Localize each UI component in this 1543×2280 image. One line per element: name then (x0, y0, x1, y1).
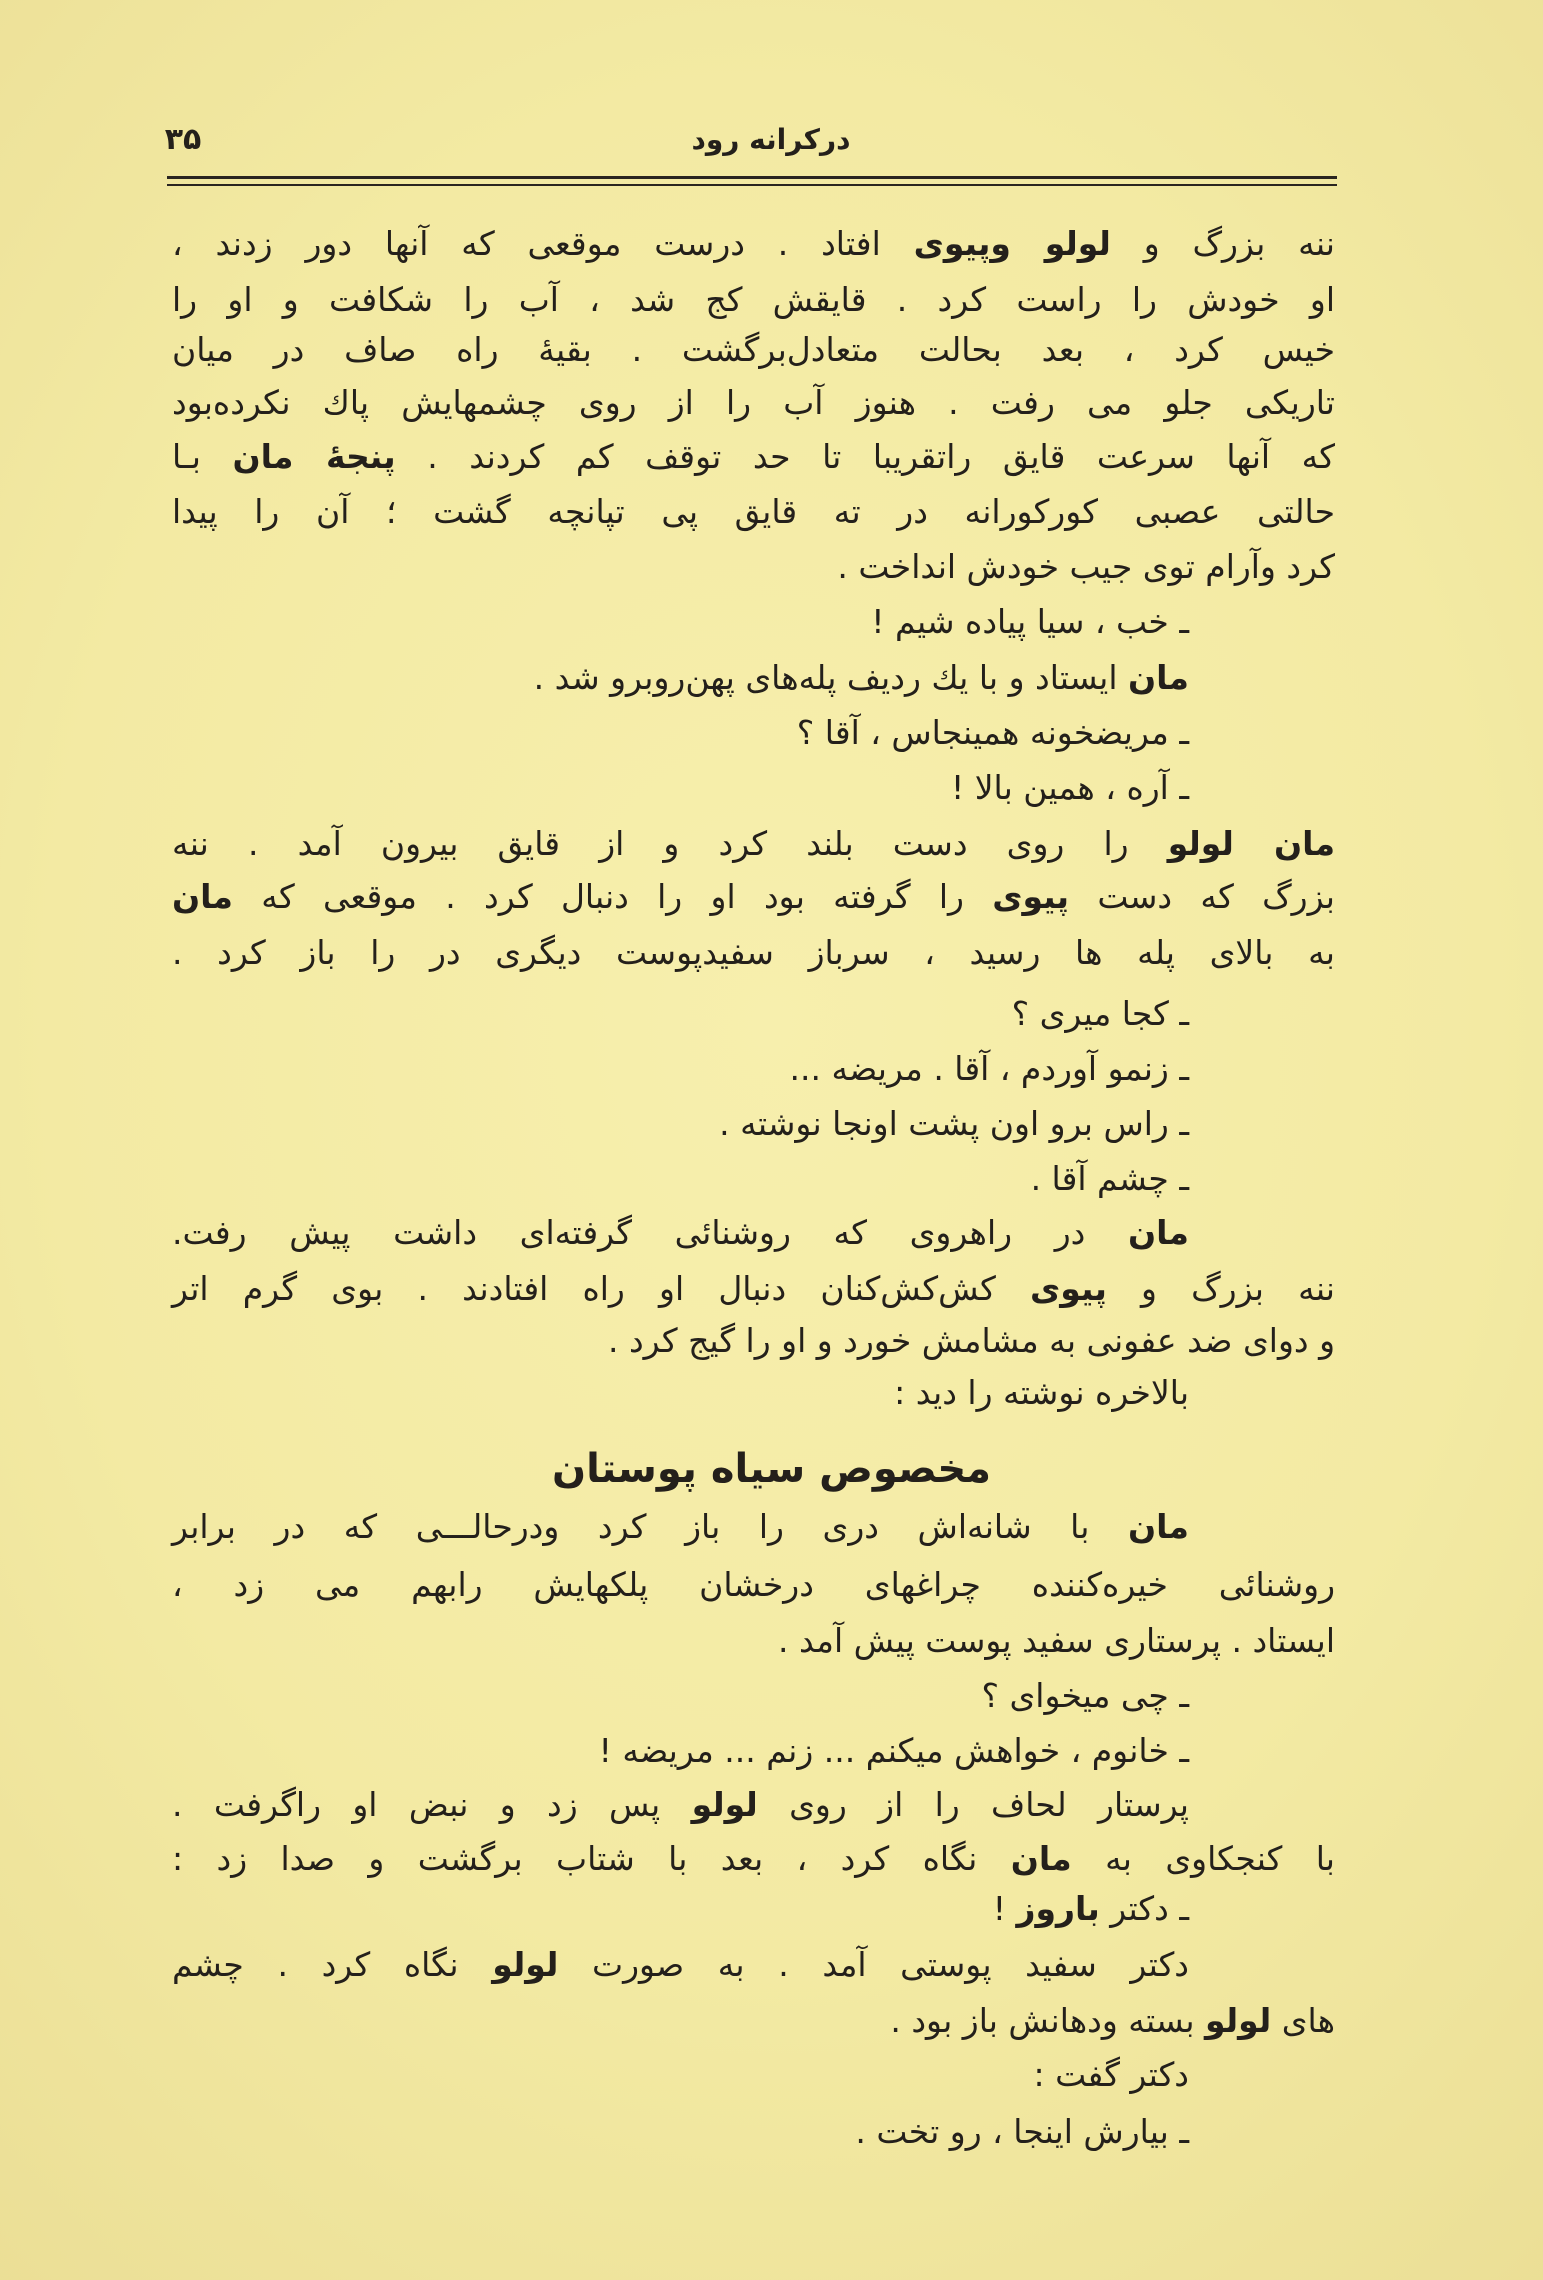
dialogue-line (172, 986, 1335, 1042)
text-run: ـ خانوم ، خواهش میکنم ... زنم ... مریضه ! (598, 1731, 1189, 1770)
text-run: های (1271, 2001, 1335, 2040)
text-run: پرستار لحاف را از روی (757, 1785, 1189, 1824)
text-run: به بالای پله ها رسید ، سرباز سفیدپوست دیگری در را باز کرد . (172, 933, 1335, 972)
text-run: ! (992, 1889, 1017, 1928)
paragraph-line (172, 1831, 1335, 1887)
text-run: ـ چی میخوای ؟ (981, 1676, 1189, 1715)
bold-name-run: لولو وپیوی (913, 224, 1111, 263)
text-run: در راهروی که روشنائی گرفته‌ای داشت پیش رفت. (172, 1213, 1128, 1252)
bold-name-run: مان (172, 877, 233, 916)
paragraph-line (172, 1937, 1335, 1993)
text-run: بـا (172, 437, 233, 476)
text-run: را گرفته بود او را دنبال کرد . موقعی که (233, 877, 993, 916)
text-run: دکتر سفید پوستی آمد . به صورت (558, 1945, 1189, 1984)
text-run: ـ خب ، سیا پیاده شیم ! (871, 602, 1189, 641)
paragraph-line (172, 650, 1335, 706)
text-run: نگاه کرد . چشم (172, 1945, 493, 1984)
text-run: ایستاد . پرستاری سفید پوست پیش آمد . (777, 1621, 1335, 1660)
paragraph-line (172, 1613, 1335, 1669)
text-run: کرد وآرام توی جیب خودش انداخت . (837, 547, 1335, 586)
text-run: که آنها سرعت قایق را‌تقریبا تا حد توقف کم کردند . (395, 437, 1336, 476)
text-run: بسته ودهانش باز بود . (890, 2001, 1206, 2040)
dialogue-line (172, 1668, 1335, 1724)
paragraph-line (172, 925, 1335, 981)
text-run: کش‌کش‌کنان دنبال او راه افتادند . بوی گرم اتر (172, 1269, 1031, 1308)
text-run: ننه بزرگ و (1106, 1269, 1335, 1308)
text-run: خیس کرد ، بعد بحالت متعادل‌برگشت . بقیهٔ راه صاف در میان (172, 330, 1335, 369)
text-run: ـ آره ، همین بالا ! (950, 768, 1189, 807)
text-run: ـ مریضخونه همینجاس ، آقا ؟ (796, 713, 1189, 752)
bold-name-run: لولو (691, 1785, 758, 1824)
section-heading: مخصوص سیاه پوستان (552, 1446, 991, 1492)
paragraph-line (172, 484, 1335, 540)
paragraph-line (172, 1499, 1335, 1555)
paragraph-line (172, 272, 1335, 328)
paragraph-line (172, 816, 1335, 872)
paragraph-line (172, 1777, 1335, 1833)
bold-name-run: لولو (1205, 2001, 1272, 2040)
dialogue-line (172, 2104, 1335, 2160)
paragraph-line (172, 1993, 1335, 2049)
paragraph-line (172, 1557, 1335, 1613)
text-run: او خودش را راست کرد . قایقش کج شد ، آب را شکافت و او را (172, 280, 1335, 319)
dialogue-line (172, 1881, 1335, 1937)
header-rule-top (167, 176, 1337, 179)
text-run: را روی دست بلند کرد و از قایق بیرون آمد . ننه (172, 824, 1168, 863)
text-run: دکتر گفت : (1033, 2055, 1189, 2094)
dialogue-line (172, 1151, 1335, 1207)
paragraph-line (172, 375, 1335, 431)
text-run: ـ دکتر (1099, 1889, 1189, 1928)
bold-name-run: مان (1128, 1213, 1189, 1252)
header-rule-bottom (167, 184, 1337, 186)
text-run: افتاد . درست موقعی که آنها دور زدند ، (172, 224, 914, 263)
text-run: روشنائی خیره‌کننده چراغهای درخشان پلکهایش را‌بهم می زد ، (172, 1565, 1335, 1604)
text-run: ننه بزرگ و (1110, 224, 1335, 263)
text-run: با کنجکاوی به (1071, 1839, 1335, 1878)
dialogue-line (172, 594, 1335, 650)
paragraph-line (172, 1205, 1335, 1261)
text-run: ـ چشم آقا . (1030, 1159, 1189, 1198)
bold-name-run: پیوی (1030, 1269, 1107, 1308)
bold-name-run: لولو (492, 1945, 559, 1984)
running-title: درکرانه رود (691, 123, 851, 156)
bold-name-run: مان (1010, 1839, 1072, 1878)
text-run: با شانه‌اش دری را باز کرد ودرحالـــی که در برابر (172, 1507, 1128, 1546)
bold-name-run: باروز (1016, 1889, 1100, 1928)
dialogue-line (172, 1096, 1335, 1152)
text-run: ایستاد و با یك ردیف پله‌های پهن‌روبرو شد . (533, 658, 1128, 697)
text-run: ـ کجا میری ؟ (1011, 994, 1189, 1033)
text-run: نگاه کرد ، بعد با شتاب برگشت و صدا زد : (172, 1839, 1011, 1878)
text-run: تاریکی جلو می رفت . هنوز آب را از روی چشمهایش پاك نکرده‌بود (172, 383, 1335, 422)
text-run: ـ راس برو اون پشت اونجا نوشته . (719, 1104, 1189, 1143)
paragraph-line (172, 2047, 1335, 2103)
paragraph-line (172, 1365, 1335, 1421)
dialogue-line (172, 1723, 1335, 1779)
page-number: ۳۵ (164, 122, 202, 157)
paragraph-line (172, 1261, 1335, 1317)
dialogue-line (172, 1041, 1335, 1097)
bold-name-run: مان (1128, 1507, 1189, 1546)
bold-name-run: پیوی (992, 877, 1070, 916)
text-run: بزرگ که دست (1069, 877, 1335, 916)
bold-name-run: مان (1128, 658, 1189, 697)
text-run: ـ زنمو آوردم ، آقا . مریضه ... (789, 1049, 1189, 1088)
text-run: پس زد و نبض او راگرفت . (172, 1785, 692, 1824)
paragraph-line (172, 429, 1335, 485)
text-run: بالاخره نوشته را دید : (894, 1373, 1189, 1412)
text-run: ـ بیارش اینجا ، رو تخت . (855, 2112, 1189, 2151)
paragraph-line (172, 1313, 1335, 1369)
paragraph-line (172, 539, 1335, 595)
text-run: حالتی عصبی کورکورانه در ته قایق پی تپانچه گشت ؛ آن را پیدا (172, 492, 1335, 531)
dialogue-line (172, 705, 1335, 761)
paragraph-line (172, 322, 1335, 378)
text-run: و دوای ضد عفونی به مشامش خورد و او را گیج کرد . (608, 1321, 1335, 1360)
paragraph-line (172, 869, 1335, 925)
paragraph-line (172, 216, 1335, 272)
bold-name-run: مان لولو (1167, 824, 1335, 863)
dialogue-line (172, 760, 1335, 816)
bold-name-run: پنجهٔ مان (232, 437, 396, 476)
